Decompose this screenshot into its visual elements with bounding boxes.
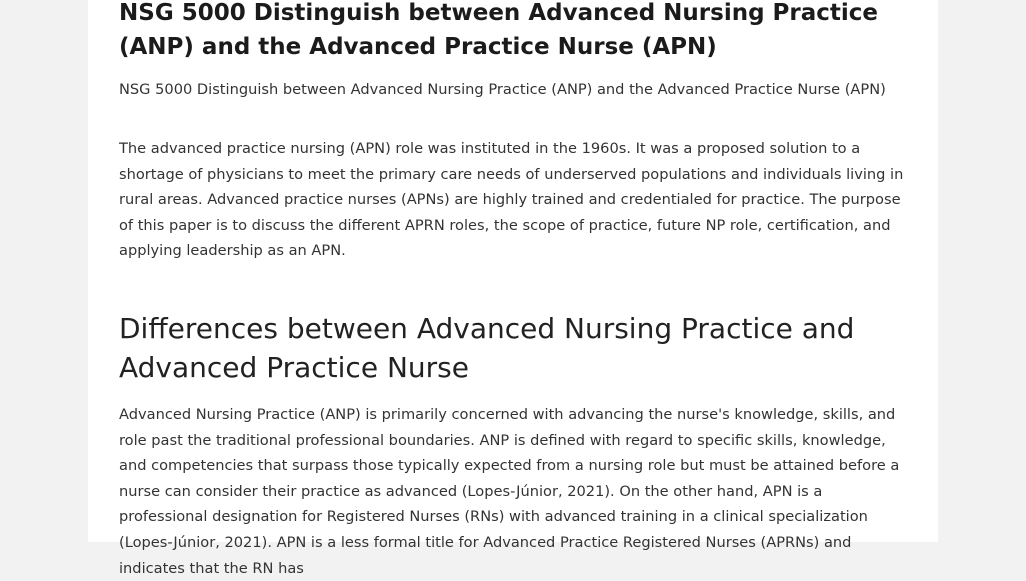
article-subtitle: NSG 5000 Distinguish between Advanced Nursing Practice (ANP) and the Advanced Practice Nurse (APN)	[119, 81, 886, 98]
section-paragraph: Advanced Nursing Practice (ANP) is primarily concerned with advancing the nurse's knowledge, skills, and role past the traditional professional boundaries. ANP is defined with regard to specific skills, knowledge, and competencies that surpass those typically expected from a nursing role but must be attained before a nurse can consider their practice as advanced (Lopes-Júnior, 2021). On the other hand, APN is a professional designation for Registered Nurses (RNs) with advanced training in a clinical specialization (Lopes-Júnior, 2021). APN is a less formal title for Advanced Practice Registered Nurses (APRNs) and indicates that the RN has	[119, 406, 900, 577]
page-title: NSG 5000 Distinguish between Advanced Nursing Practice (ANP) and the Advanced Practice Nurse (APN)	[119, 0, 879, 60]
article-card	[88, 0, 938, 577]
section-heading: Differences between Advanced Nursing Practice and Advanced Practice Nurse	[119, 312, 855, 384]
intro-paragraph: The advanced practice nursing (APN) role was instituted in the 1960s. It was a proposed solution to a shortage of physicians to meet the primary care needs of underserved populations and individuals living in rural areas. Advanced practice nurses (APNs) are highly trained and credentialed for practice. The purpose of this paper is to discuss the different APRN roles, the scope of practice, future NP role, certification, and applying leadership as an APN.	[119, 140, 904, 260]
